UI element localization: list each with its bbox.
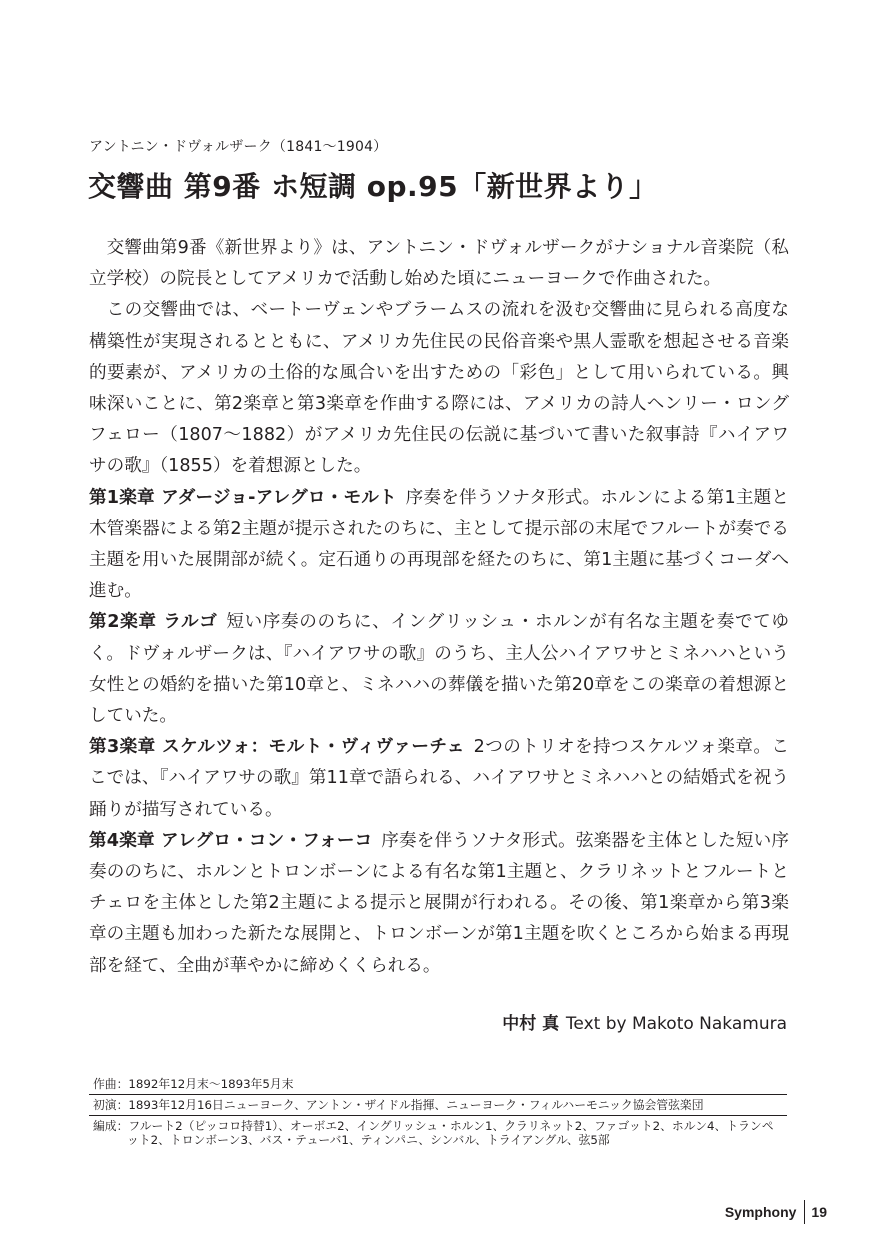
movement-text: 2つのトリオを持つスケルツォ楽章。ここでは、『ハイアワサの歌』第11章で語られる、ハイアワサとミネハハとの結婚式を祝う踊りが描写されている。 <box>89 737 789 820</box>
page-footer <box>725 1200 827 1224</box>
movement-paragraph <box>89 732 789 826</box>
premiere-info: 初演：1893年12月16日ニューヨーク、アントン・ザイドル指揮、ニューヨーク・フィルハーモニック協会管弦楽団 <box>89 1094 787 1115</box>
movement-heading: 第3楽章 スケルツォ：モルト・ヴィヴァーチェ <box>89 737 465 758</box>
work-title: 交響曲 第9番 ホ短調 op.95「新世界より」 <box>88 170 658 203</box>
movement-text: 序奏を伴うソナタ形式。弦楽器を主体とした短い序奏ののちに、ホルンとトロンボーンによる有名な第1主題と、クラリネットとフルートとチェロを主体とした第2主題による提示と展開が行われる。その後、第1楽章から第3楽章の主題も加わった新たな展開と、トロンボーンが第1主題を吹くところから始まる再現部を経て、全曲が華やかに締めくくられる。 <box>89 830 790 976</box>
composed-date: 作曲：1892年12月末～1893年5月末 <box>93 1077 294 1091</box>
movement-heading: 第4楽章 アレグロ・コン・フォーコ <box>89 830 373 851</box>
author-credit <box>502 1009 787 1034</box>
intro-paragraph: この交響曲では、ベートーヴェンやブラームスの流れを汲む交響曲に見られる高度な構築性が実現されるとともに、アメリカ先住民の民俗音楽や黒人霊歌を想起させる音楽的要素が、アメリカの土俗的な風合いを出すための「彩色」として用いられている。興味深いことに、第2楽章と第3楽章を作曲する際には、アメリカの詩人ヘンリー・ロングフェロー（1807～1882）がアメリカ先住民の伝説に基づいて書いた叙事詩『ハイアワサの歌』（1855）を着想源とした。 <box>89 300 789 477</box>
movement-paragraph <box>89 483 789 608</box>
instrumentation <box>89 1115 787 1150</box>
movement-paragraph <box>89 607 789 732</box>
instrumentation-text: フルート2（ピッコロ持替1）、オーボエ2、イングリッシュ・ホルン1、クラリネット2、ファゴット2、ホルン4、トランペット2、トロンボーン3、バス・テューバ1、ティンパニ、シンバル、トライアングル、弦5部 <box>127 1119 774 1147</box>
movement-heading: 第1楽章 アダージョ-アレグロ・モルト <box>89 487 397 508</box>
movement-paragraph <box>89 826 789 982</box>
author-name-en: Text by Makoto Nakamura <box>565 1014 787 1034</box>
program-note <box>89 233 789 982</box>
movement-heading: 第2楽章 ラルゴ <box>89 612 218 633</box>
author-name-jp: 中村 真 <box>502 1014 560 1034</box>
intro-paragraph: 交響曲第9番《新世界より》は、アントニン・ドヴォルザークがナショナル音楽院（私立学校）の院長としてアメリカで活動し始めた頃にニューヨークで作曲された。 <box>89 238 789 290</box>
composer-name: アントニン・ドヴォルザーク（1841～1904） <box>89 139 388 155</box>
work-info-box <box>89 1074 787 1150</box>
movement-text: 序奏を伴うソナタ形式。ホルンによる第1主題と木管楽器による第2主題が提示されたのちに、主として提示部の末尾でフルートが奏でる主題を用いた展開部が続く。定石通りの再現部を経たのちに、第1主題に基づくコーダへ進む。 <box>89 487 789 602</box>
magazine-name: Symphony <box>725 1200 806 1224</box>
movement-text: 短い序奏ののちに、イングリッシュ・ホルンが有名な主題を奏でてゆく。ドヴォルザークは、『ハイアワサの歌』のうち、主人公ハイアワサとミネハハという女性との婚約を描いた第10章と、ミネハハの葬儀を描いた第20章をこの楽章の着想源としていた。 <box>89 612 790 727</box>
instrumentation-label: 編成： <box>93 1119 129 1133</box>
page-number: 19 <box>811 1204 827 1220</box>
